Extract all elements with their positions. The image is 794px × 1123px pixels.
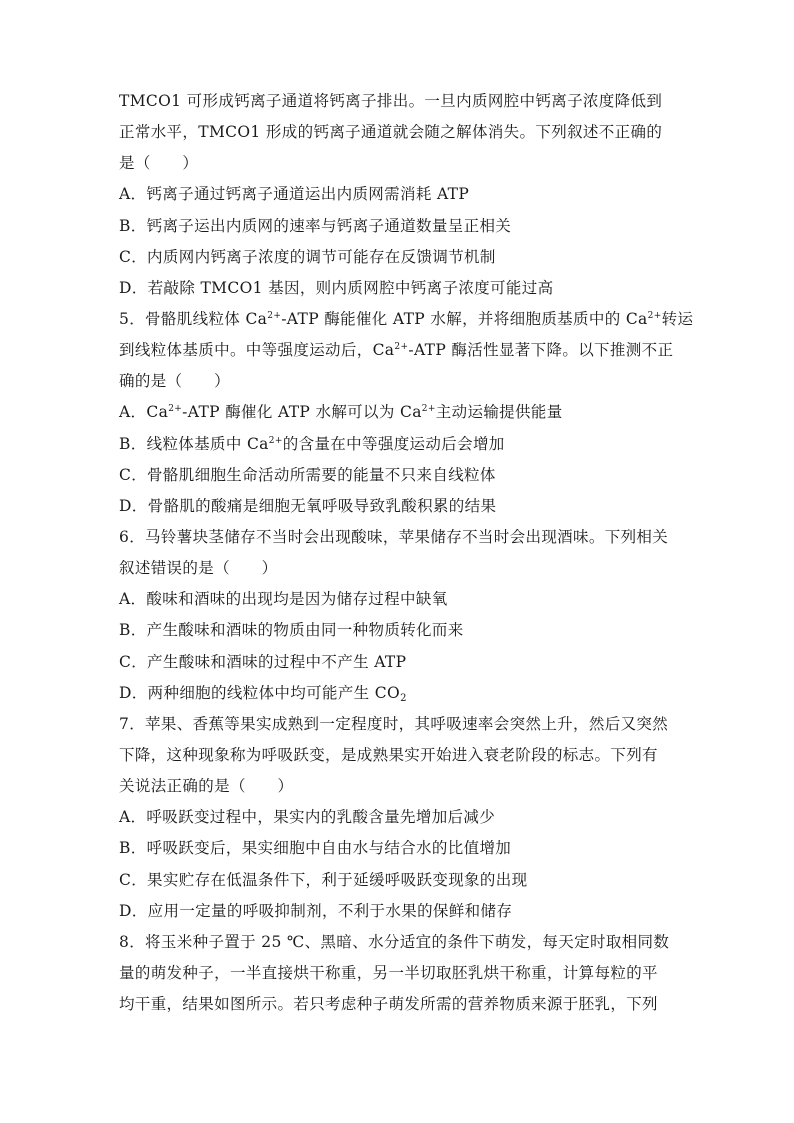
q5-stem-2-part-a: 到线粒体基质中。中等强度运动后，Ca <box>119 341 395 360</box>
q5-option-b-part-b: 的含量在中等强度运动后会增加 <box>282 434 505 453</box>
q6-option-c: C．产生酸味和酒味的过程中不产生 ATP <box>119 652 407 671</box>
calcium-charge: 2+ <box>268 435 283 446</box>
page-content <box>119 86 694 1020</box>
q4-option-c: C．内质网内钙离子浓度的调节可能存在反馈调节机制 <box>119 247 496 266</box>
q7-option-b: B．呼吸跃变后，果实细胞中自由水与结合水的比值增加 <box>119 839 512 858</box>
q5-stem-1-part-c: 转运 <box>661 309 694 328</box>
q4-option-a: A．钙离子通过钙离子通道运出内质网需消耗 ATP <box>119 185 470 204</box>
q5-option-d: D．骨骼肌的酸痛是细胞无氧呼吸导致乳酸积累的结果 <box>119 496 497 515</box>
q7-option-c: C．果实贮存在低温条件下，利于延缓呼吸跃变现象的出现 <box>119 870 528 889</box>
q5-option-b-part-a: B．线粒体基质中 Ca <box>119 434 269 453</box>
q5-stem-line-1 <box>119 304 694 335</box>
q5-option-a-part-a: A．Ca <box>119 403 169 422</box>
q5-option-c: C．骨骼肌细胞生命活动所需要的能量不只来自线粒体 <box>119 465 496 484</box>
q6-stem-line-1: 6．马铃薯块茎储存不当时会出现酸味，苹果储存不当时会出现酒味。下列相关 <box>119 527 669 546</box>
q4-option-d: D．若敲除 TMCO1 基因，则内质网腔中钙离子浓度可能过高 <box>119 278 554 297</box>
q6-stem-line-2: 叙述错误的是（ ） <box>119 559 278 578</box>
q6-option-d <box>119 678 679 709</box>
q7-option-d: D．应用一定量的呼吸抑制剂，不利于水果的保鲜和储存 <box>119 901 513 920</box>
q6-option-d-text: D．两种细胞的线粒体中均可能产生 CO <box>119 683 401 702</box>
q4-stem-line-3: 是（ ） <box>119 154 199 173</box>
q7-option-a: A．呼吸跃变过程中，果实内的乳酸含量先增加后减少 <box>119 808 496 827</box>
q5-stem-1-part-a: 5．骨骼肌线粒体 Ca <box>119 309 268 328</box>
q7-stem-line-1: 7．苹果、香蕉等果实成熟到一定程度时，其呼吸速率会突然上升，然后又突然 <box>119 714 669 733</box>
q4-stem-line-2: 正常水平，TMCO1 形成的钙离子通道就会随之解体消失。下列叙述不正确的 <box>119 123 663 142</box>
calcium-charge: 2+ <box>647 310 662 321</box>
q5-stem-line-2 <box>119 335 679 366</box>
q7-stem-line-2: 下降，这种现象称为呼吸跃变，是成熟果实开始进入衰老阶段的标志。下列有 <box>119 745 658 764</box>
q5-stem-2-part-b: -ATP 酶活性显著下降。以下推测不正 <box>408 341 674 360</box>
calcium-charge: 2+ <box>267 310 282 321</box>
q5-stem-1-part-b: -ATP 酶能催化 ATP 水解，并将细胞质基质中的 Ca <box>281 309 648 328</box>
q8-stem-line-2: 量的萌发种子，一半直接烘干称重，另一半切取胚乳烘干称重，计算每粒的平 <box>119 963 658 982</box>
q4-option-b: B．钙离子运出内质网的速率与钙离子通道数量呈正相关 <box>119 216 512 235</box>
q8-stem-line-1: 8．将玉米种子置于 25 ℃、黑暗、水分适宜的条件下萌发，每天定时取相同数 <box>119 932 670 951</box>
q5-option-a-part-c: 主动运输提供能量 <box>435 403 563 422</box>
q5-option-b <box>119 429 679 460</box>
q8-stem-line-3: 均干重，结果如图所示。若只考虑种子萌发所需的营养物质来源于胚乳，下列 <box>119 995 658 1014</box>
q5-stem-line-3: 确的是（ ） <box>119 372 230 391</box>
calcium-charge: 2+ <box>421 404 436 415</box>
q5-option-a <box>119 397 679 428</box>
calcium-charge: 2+ <box>394 342 409 353</box>
co2-subscript: 2 <box>400 692 407 704</box>
q5-option-a-part-b: -ATP 酶催化 ATP 水解可以为 Ca <box>182 403 422 422</box>
calcium-charge: 2+ <box>168 404 183 415</box>
q7-stem-line-3: 关说法正确的是（ ） <box>119 777 294 796</box>
q4-stem-line-1: TMCO1 可形成钙离子通道将钙离子排出。一旦内质网腔中钙离子浓度降低到 <box>119 92 663 110</box>
q6-option-a: A．酸味和酒味的出现均是因为储存过程中缺氧 <box>119 590 448 609</box>
q6-option-b: B．产生酸味和酒味的物质由同一种物质转化而来 <box>119 621 464 640</box>
